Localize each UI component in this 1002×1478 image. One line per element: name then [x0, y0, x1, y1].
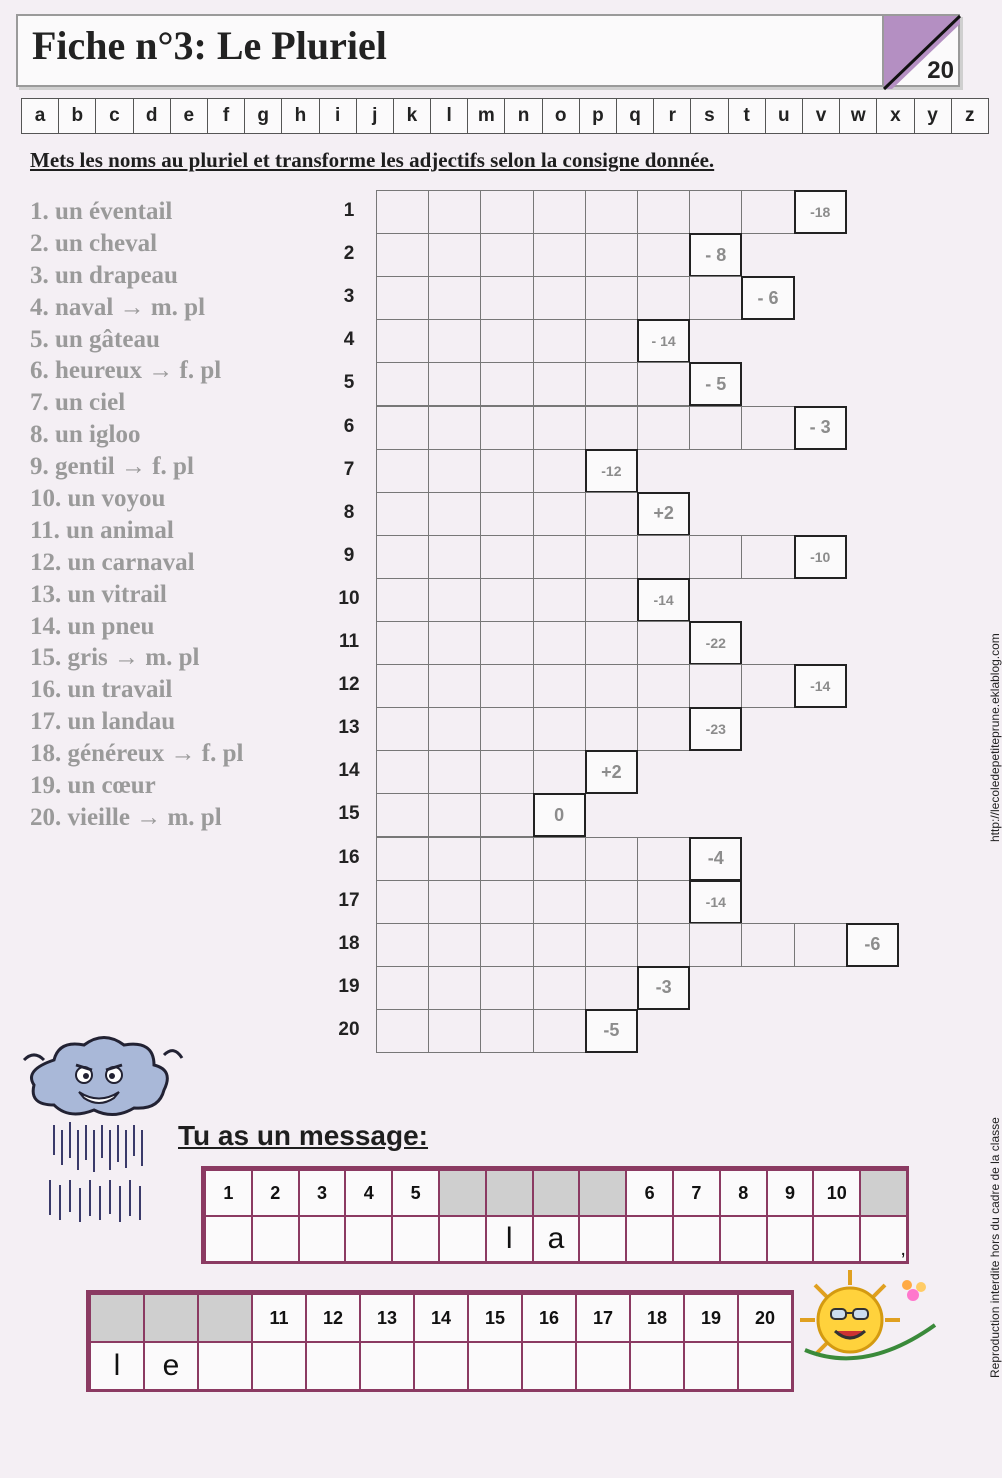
answer-cell[interactable]: [533, 233, 586, 277]
code-cell[interactable]: -14: [794, 664, 847, 708]
message-letter-cell[interactable]: [391, 1215, 440, 1263]
answer-cell[interactable]: [376, 750, 429, 794]
answer-cell[interactable]: [585, 492, 638, 536]
message-letter-cell[interactable]: [251, 1341, 307, 1391]
answer-cell[interactable]: [637, 233, 690, 277]
answer-cell[interactable]: [533, 276, 586, 320]
answer-cell[interactable]: [585, 190, 638, 234]
code-cell[interactable]: -23: [689, 707, 742, 751]
answer-cell[interactable]: [376, 578, 429, 622]
alphabet-letter-r: r: [653, 98, 691, 134]
row-number: 12: [338, 674, 360, 696]
answer-cell[interactable]: [428, 578, 481, 622]
answer-cell[interactable]: [376, 966, 429, 1010]
alphabet-letter-y: y: [914, 98, 952, 134]
code-cell[interactable]: - 8: [689, 233, 742, 277]
answer-cell[interactable]: [533, 707, 586, 751]
message-number-cell: 5: [391, 1169, 440, 1217]
answer-cell[interactable]: [480, 362, 533, 406]
code-cell[interactable]: -4: [689, 837, 742, 881]
answer-cell[interactable]: [585, 233, 638, 277]
code-cell[interactable]: - 3: [794, 406, 847, 450]
answer-cell[interactable]: [376, 664, 429, 708]
answer-cell[interactable]: [480, 793, 533, 837]
row-number: 6: [343, 415, 355, 437]
answer-cell[interactable]: [376, 621, 429, 665]
code-cell[interactable]: -18: [794, 190, 847, 234]
answer-cell[interactable]: [376, 449, 429, 493]
message-number-cell: 10: [812, 1169, 861, 1217]
space-cell: [143, 1293, 199, 1343]
alphabet-letter-o: o: [542, 98, 580, 134]
space-cell: [438, 1169, 487, 1217]
word-item: 6. heureux → f. pl: [30, 357, 222, 385]
answer-cell[interactable]: [480, 233, 533, 277]
message-letter-cell[interactable]: [578, 1215, 627, 1263]
answer-cell[interactable]: [689, 923, 742, 967]
score-total: 20: [927, 57, 954, 84]
answer-cell[interactable]: [428, 276, 481, 320]
message-letter-cell[interactable]: [575, 1341, 631, 1391]
alphabet-letter-k: k: [393, 98, 431, 134]
message-letter-cell[interactable]: [683, 1341, 739, 1391]
message-number-cell: 7: [672, 1169, 721, 1217]
code-cell[interactable]: 0: [533, 793, 586, 837]
answer-cell[interactable]: [533, 406, 586, 450]
row-number: 3: [343, 286, 355, 308]
message-letter-cell[interactable]: [197, 1341, 253, 1391]
answer-cell[interactable]: [428, 837, 481, 881]
answer-cell[interactable]: [376, 707, 429, 751]
answer-cell[interactable]: [480, 664, 533, 708]
answer-cell[interactable]: [585, 621, 638, 665]
word-item: 17. un landau: [30, 708, 176, 736]
answer-cell[interactable]: [533, 492, 586, 536]
message-letter-cell[interactable]: e: [143, 1341, 199, 1391]
storm-cloud-icon: [14, 1030, 184, 1230]
answer-cell[interactable]: [637, 535, 690, 579]
alphabet-letter-h: h: [281, 98, 319, 134]
word-item: 14. un pneu: [30, 612, 155, 640]
answer-cell[interactable]: [585, 966, 638, 1010]
alphabet-letter-q: q: [616, 98, 654, 134]
space-cell: [89, 1293, 145, 1343]
word-item: 20. vieille → m. pl: [30, 803, 222, 831]
page-title: Fiche n°3: Le Pluriel: [32, 23, 387, 68]
answer-cell[interactable]: [585, 276, 638, 320]
message-number-cell: 1: [204, 1169, 253, 1217]
answer-cell[interactable]: [376, 1009, 429, 1053]
message-number-cell: 18: [629, 1293, 685, 1343]
answer-cell[interactable]: [376, 362, 429, 406]
word-item: 3. un drapeau: [30, 261, 178, 289]
answer-cell[interactable]: [480, 966, 533, 1010]
row-number: 4: [343, 329, 355, 351]
space-cell: [859, 1169, 908, 1217]
alphabet-letter-a: a: [21, 98, 59, 134]
row-number: 8: [343, 501, 355, 523]
answer-cell[interactable]: [533, 535, 586, 579]
alphabet-letter-f: f: [207, 98, 245, 134]
answer-cell[interactable]: [376, 793, 429, 837]
answer-cell[interactable]: [480, 923, 533, 967]
alphabet-letter-n: n: [504, 98, 542, 134]
row-number: 1: [343, 200, 355, 221]
code-cell[interactable]: -14: [637, 578, 690, 622]
answer-cell[interactable]: [585, 880, 638, 924]
answer-cell[interactable]: [480, 750, 533, 794]
message-letter-cell[interactable]: [719, 1215, 768, 1263]
message-letter-cell[interactable]: [737, 1341, 793, 1391]
message-strip-frame: [201, 1166, 909, 1264]
space-cell: [197, 1293, 253, 1343]
word-item: 9. gentil → f. pl: [30, 453, 194, 481]
answer-cell[interactable]: [480, 492, 533, 536]
row-number: 18: [338, 932, 360, 954]
answer-cell[interactable]: [428, 923, 481, 967]
code-cell[interactable]: -10: [794, 535, 847, 579]
answer-cell[interactable]: [428, 362, 481, 406]
answer-cell[interactable]: [741, 190, 794, 234]
answer-cell[interactable]: [428, 233, 481, 277]
answer-cell[interactable]: [428, 190, 481, 234]
row-number: 10: [338, 587, 360, 609]
word-item: 5. un gâteau: [30, 325, 160, 353]
answer-cell[interactable]: [637, 406, 690, 450]
alphabet-letter-w: w: [839, 98, 877, 134]
row-number: 15: [338, 803, 360, 825]
alphabet-letter-b: b: [58, 98, 96, 134]
code-cell[interactable]: -5: [585, 1009, 638, 1053]
message-letter-cell[interactable]: [305, 1341, 361, 1391]
alphabet-letter-i: i: [319, 98, 357, 134]
message-letter-cell[interactable]: a: [532, 1215, 581, 1263]
answer-cell[interactable]: [533, 362, 586, 406]
answer-cell[interactable]: [533, 319, 586, 363]
answer-cell[interactable]: [480, 319, 533, 363]
answer-cell[interactable]: [637, 621, 690, 665]
row-number: 14: [338, 760, 360, 782]
message-letter-cell[interactable]: [438, 1215, 487, 1263]
copyright-notice: Reproduction interdite hors du cadre de la classe: [988, 1117, 1002, 1378]
answer-cell[interactable]: [637, 362, 690, 406]
code-cell[interactable]: +2: [585, 750, 638, 794]
answer-cell[interactable]: [480, 1009, 533, 1053]
alphabet-letter-x: x: [876, 98, 914, 134]
word-item: 4. naval → m. pl: [30, 293, 206, 321]
answer-cell[interactable]: [480, 276, 533, 320]
row-number: 20: [338, 1018, 360, 1040]
space-cell: [532, 1169, 581, 1217]
message-number-cell: 15: [467, 1293, 523, 1343]
alphabet-letter-z: z: [951, 98, 989, 134]
message-letter-cell[interactable]: [812, 1215, 861, 1263]
row-number: 16: [338, 846, 360, 868]
word-item: 10. un voyou: [30, 485, 166, 513]
answer-cell[interactable]: [480, 621, 533, 665]
message-letter-cell[interactable]: [672, 1215, 721, 1263]
alphabet-letter-s: s: [690, 98, 728, 134]
code-cell[interactable]: -12: [585, 449, 638, 493]
message-strip-frame: [86, 1290, 794, 1392]
word-item: 13. un vitrail: [30, 580, 167, 608]
answer-cell[interactable]: [689, 664, 742, 708]
answer-cell[interactable]: [376, 535, 429, 579]
answer-cell[interactable]: [637, 837, 690, 881]
message-number-cell: 12: [305, 1293, 361, 1343]
alphabet-letter-p: p: [579, 98, 617, 134]
word-item: 7. un ciel: [30, 389, 126, 417]
answer-cell[interactable]: [376, 837, 429, 881]
row-number: 13: [338, 717, 360, 739]
code-cell[interactable]: -3: [637, 966, 690, 1010]
message-number-cell: 4: [344, 1169, 393, 1217]
message-number-cell: 16: [521, 1293, 577, 1343]
message-letter-cell[interactable]: [521, 1341, 577, 1391]
answer-cell[interactable]: [741, 535, 794, 579]
instruction: Mets les noms au pluriel et transforme les adjectifs selon la consigne donnée.: [30, 148, 715, 172]
answer-cell[interactable]: [480, 449, 533, 493]
answer-cell[interactable]: [585, 362, 638, 406]
row-number: 19: [338, 975, 360, 997]
space-cell: [578, 1169, 627, 1217]
alphabet-letter-u: u: [765, 98, 803, 134]
answer-cell[interactable]: [637, 707, 690, 751]
message-number-cell: 2: [251, 1169, 300, 1217]
answer-cell[interactable]: [533, 621, 586, 665]
word-item: 1. un éventail: [30, 198, 173, 225]
alphabet-letter-v: v: [802, 98, 840, 134]
answer-cell[interactable]: [376, 233, 429, 277]
message-letter-cell[interactable]: l: [89, 1341, 145, 1391]
answer-cell[interactable]: [376, 923, 429, 967]
answer-cell[interactable]: [585, 535, 638, 579]
answer-cell[interactable]: [741, 406, 794, 450]
answer-cell[interactable]: [376, 406, 429, 450]
answer-cell[interactable]: [637, 880, 690, 924]
answer-cell[interactable]: [533, 750, 586, 794]
answer-cell[interactable]: [428, 1009, 481, 1053]
message-number-cell: 3: [298, 1169, 347, 1217]
answer-cell[interactable]: [741, 664, 794, 708]
answer-cell[interactable]: [533, 664, 586, 708]
answer-cell[interactable]: [428, 707, 481, 751]
message-letter-cell[interactable]: [344, 1215, 393, 1263]
message-title: Tu as un message:: [178, 1120, 429, 1151]
answer-cell[interactable]: [533, 578, 586, 622]
answer-cell[interactable]: [376, 319, 429, 363]
word-item: 2. un cheval: [30, 229, 158, 257]
message-number-cell: 14: [413, 1293, 469, 1343]
code-cell[interactable]: -22: [689, 621, 742, 665]
row-number: 11: [338, 631, 360, 652]
answer-cell[interactable]: [585, 707, 638, 751]
answer-cell[interactable]: [637, 923, 690, 967]
alphabet-letter-e: e: [170, 98, 208, 134]
alphabet-letter-t: t: [728, 98, 766, 134]
message-number-cell: 8: [719, 1169, 768, 1217]
answer-cell[interactable]: [533, 1009, 586, 1053]
space-cell: [485, 1169, 534, 1217]
answer-cell[interactable]: [533, 923, 586, 967]
message-number-cell: 9: [766, 1169, 815, 1217]
message-letter-cell[interactable]: [629, 1341, 685, 1391]
answer-cell[interactable]: [376, 492, 429, 536]
message-number-cell: 6: [625, 1169, 674, 1217]
message-number-cell: 19: [683, 1293, 739, 1343]
answer-cell[interactable]: [480, 837, 533, 881]
answer-cell[interactable]: [376, 880, 429, 924]
answer-cell[interactable]: [689, 276, 742, 320]
answer-cell[interactable]: [585, 319, 638, 363]
answer-cell[interactable]: [480, 578, 533, 622]
message-number-cell: 13: [359, 1293, 415, 1343]
alphabet-letter-g: g: [244, 98, 282, 134]
message-letter-cell[interactable]: [413, 1341, 469, 1391]
code-cell[interactable]: - 14: [637, 319, 690, 363]
answer-cell[interactable]: [480, 190, 533, 234]
message-letter-cell[interactable]: [359, 1341, 415, 1391]
answer-cell[interactable]: [689, 190, 742, 234]
answer-cell[interactable]: [428, 492, 481, 536]
word-item: 19. un cœur: [30, 772, 156, 800]
message-letter-cell[interactable]: [204, 1215, 253, 1263]
answer-cell[interactable]: [689, 406, 742, 450]
message-number-cell: 11: [251, 1293, 307, 1343]
answer-cell[interactable]: [428, 664, 481, 708]
answer-cell[interactable]: [533, 880, 586, 924]
answer-cell[interactable]: [741, 923, 794, 967]
answer-cell[interactable]: [480, 880, 533, 924]
answer-cell[interactable]: [637, 276, 690, 320]
answer-cell[interactable]: [533, 449, 586, 493]
answer-cell[interactable]: [376, 276, 429, 320]
answer-cell[interactable]: [428, 621, 481, 665]
code-cell[interactable]: -6: [846, 923, 899, 967]
row-number: 9: [343, 544, 355, 566]
answer-cell[interactable]: [428, 535, 481, 579]
answer-cell[interactable]: [794, 923, 847, 967]
answer-cell[interactable]: [428, 880, 481, 924]
code-cell[interactable]: - 6: [741, 276, 794, 320]
message-letter-cell[interactable]: [625, 1215, 674, 1263]
word-item: 11. un animal: [30, 516, 174, 544]
word-item: 15. gris → m. pl: [30, 644, 200, 672]
word-item: 8. un igloo: [30, 421, 141, 449]
word-item: 16. un travail: [30, 676, 173, 704]
message-letter-cell[interactable]: ,: [859, 1215, 908, 1263]
answer-cell[interactable]: [533, 966, 586, 1010]
answer-cell[interactable]: [480, 535, 533, 579]
site-url: http://lecoledepetiteprune.eklablog.com: [988, 633, 1002, 842]
row-number: 7: [343, 458, 355, 480]
message-number-cell: 17: [575, 1293, 631, 1343]
alphabet-letter-m: m: [467, 98, 505, 134]
answer-cell[interactable]: [533, 190, 586, 234]
answer-cell[interactable]: [480, 707, 533, 751]
answer-cell[interactable]: [428, 793, 481, 837]
message-letter-cell[interactable]: [298, 1215, 347, 1263]
message-letter-cell[interactable]: [467, 1341, 523, 1391]
message-letter-cell[interactable]: [251, 1215, 300, 1263]
word-item: 12. un carnaval: [30, 548, 195, 576]
answer-cell[interactable]: [533, 837, 586, 881]
row-number: 17: [338, 889, 360, 911]
code-cell[interactable]: -14: [689, 880, 742, 924]
alphabet-letter-c: c: [95, 98, 133, 134]
alphabet-letter-j: j: [356, 98, 394, 134]
answer-cell[interactable]: [428, 449, 481, 493]
message-number-cell: 20: [737, 1293, 793, 1343]
row-number: 2: [343, 243, 355, 265]
answer-cell[interactable]: [428, 319, 481, 363]
answer-cell[interactable]: [376, 190, 429, 234]
code-cell[interactable]: - 5: [689, 362, 742, 406]
answer-cell[interactable]: [428, 750, 481, 794]
row-number: 5: [343, 372, 355, 394]
answer-cell[interactable]: [637, 664, 690, 708]
word-item: 18. généreux → f. pl: [30, 740, 244, 768]
answer-cell[interactable]: [480, 406, 533, 450]
answer-cell[interactable]: [585, 837, 638, 881]
answer-cell[interactable]: [585, 923, 638, 967]
answer-cell[interactable]: [585, 664, 638, 708]
alphabet-letter-l: l: [430, 98, 468, 134]
sun-hammock-icon: [795, 1265, 945, 1375]
code-cell[interactable]: +2: [637, 492, 690, 536]
answer-cell[interactable]: [689, 535, 742, 579]
answer-cell[interactable]: [585, 578, 638, 622]
answer-cell[interactable]: [585, 406, 638, 450]
message-letter-cell[interactable]: l: [485, 1215, 534, 1263]
message-letter-cell[interactable]: [766, 1215, 815, 1263]
answer-cell[interactable]: [637, 190, 690, 234]
alphabet-letter-d: d: [133, 98, 171, 134]
answer-cell[interactable]: [428, 966, 481, 1010]
answer-cell[interactable]: [428, 406, 481, 450]
